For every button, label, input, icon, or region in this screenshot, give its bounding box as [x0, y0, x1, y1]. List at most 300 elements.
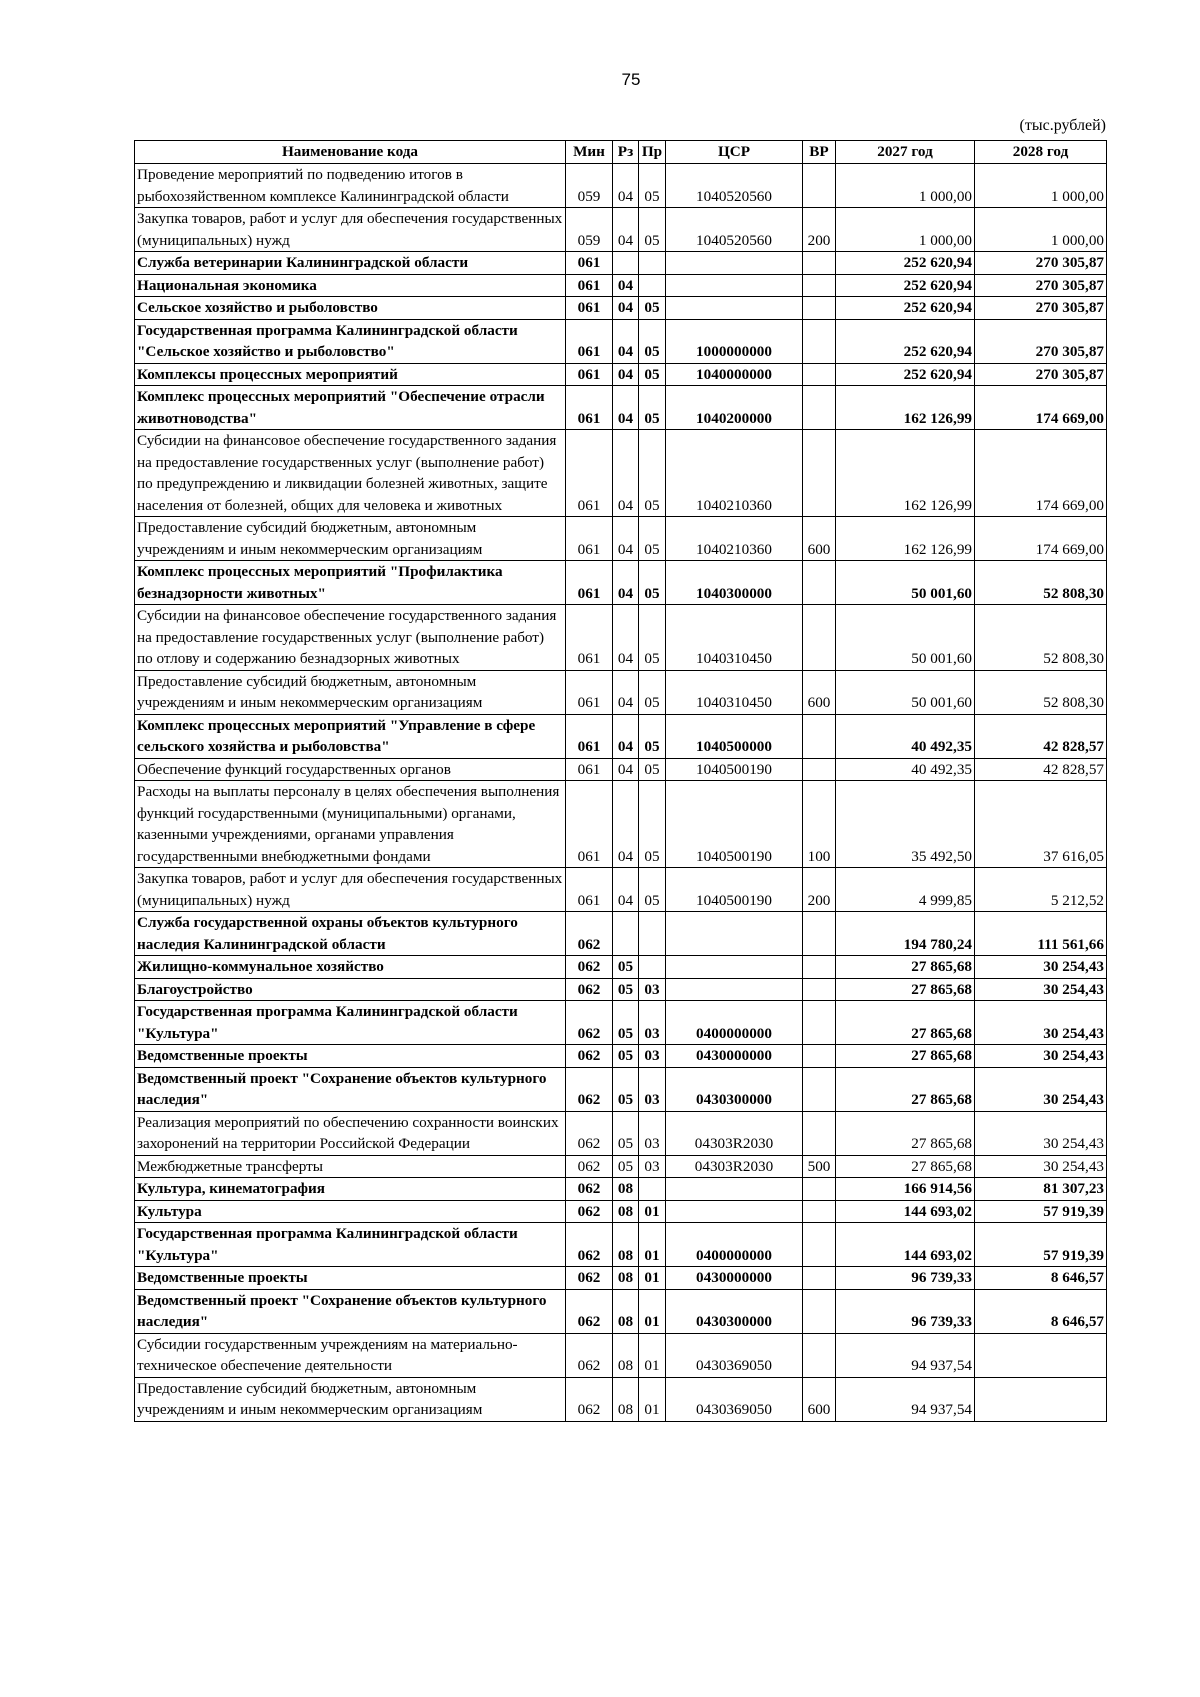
table-cell-name: Предоставление субсидий бюджетным, автономным учреждениям и иным некоммерческим организациям	[135, 670, 566, 714]
table-cell-vr	[803, 758, 836, 781]
table-cell-min: 062	[566, 1067, 613, 1111]
table-cell-name: Предоставление субсидий бюджетным, автономным учреждениям и иным некоммерческим организациям	[135, 1377, 566, 1421]
table-cell-min: 061	[566, 517, 613, 561]
table-row	[135, 758, 1107, 781]
table-cell-2027: 96 739,33	[836, 1267, 975, 1290]
table-cell-csr: 1040500190	[666, 781, 803, 868]
table-cell-name: Закупка товаров, работ и услуг для обеспечения государственных (муниципальных) нужд	[135, 868, 566, 912]
table-cell-2028: 270 305,87	[975, 363, 1107, 386]
budget-table	[134, 140, 1107, 1422]
table-cell-name: Ведомственные проекты	[135, 1045, 566, 1068]
table-cell-csr: 1040210360	[666, 517, 803, 561]
table-cell-name: Субсидии государственным учреждениям на материально-техническое обеспечение деятельности	[135, 1333, 566, 1377]
table-cell-min: 062	[566, 1155, 613, 1178]
table-cell-vr: 600	[803, 517, 836, 561]
table-cell-csr: 04303R2030	[666, 1111, 803, 1155]
table-cell-name: Комплекс процессных мероприятий "Профилактика безнадзорности животных"	[135, 561, 566, 605]
table-cell-2028: 270 305,87	[975, 274, 1107, 297]
table-cell-csr	[666, 274, 803, 297]
table-cell-min: 062	[566, 1001, 613, 1045]
table-cell-pr: 05	[639, 781, 666, 868]
table-cell-2027: 144 693,02	[836, 1223, 975, 1267]
table-cell-pr: 01	[639, 1200, 666, 1223]
table-cell-2028: 1 000,00	[975, 208, 1107, 252]
table-cell-vr: 200	[803, 208, 836, 252]
table-cell-2027: 94 937,54	[836, 1333, 975, 1377]
table-cell-2028: 30 254,43	[975, 1067, 1107, 1111]
table-cell-2028: 30 254,43	[975, 1001, 1107, 1045]
table-cell-2028: 42 828,57	[975, 758, 1107, 781]
table-cell-min: 062	[566, 1267, 613, 1290]
unit-label: (тыс.рублей)	[1019, 117, 1106, 134]
table-cell-min: 062	[566, 1045, 613, 1068]
table-cell-min: 061	[566, 363, 613, 386]
table-cell-name: Расходы на выплаты персоналу в целях обеспечения выполнения функций государственными (муниципальными) органами, казенными учреждениями, органами управления государственными внебюджетными фондами	[135, 781, 566, 868]
table-row	[135, 208, 1107, 252]
table-row	[135, 956, 1107, 979]
table-cell-rz: 05	[613, 1111, 639, 1155]
table-cell-pr: 05	[639, 758, 666, 781]
table-cell-name: Жилищно-коммунальное хозяйство	[135, 956, 566, 979]
table-cell-name: Благоустройство	[135, 978, 566, 1001]
table-cell-rz: 08	[613, 1377, 639, 1421]
table-cell-min: 061	[566, 781, 613, 868]
table-row	[135, 252, 1107, 275]
table-row	[135, 1067, 1107, 1111]
table-cell-2027: 252 620,94	[836, 297, 975, 320]
table-cell-csr: 1040210360	[666, 430, 803, 517]
table-cell-min: 061	[566, 319, 613, 363]
table-cell-name: Культура, кинематография	[135, 1178, 566, 1201]
table-row	[135, 297, 1107, 320]
table-cell-2027: 35 492,50	[836, 781, 975, 868]
table-cell-2027: 27 865,68	[836, 1045, 975, 1068]
table-row	[135, 363, 1107, 386]
table-cell-2027: 27 865,68	[836, 956, 975, 979]
table-cell-2027: 94 937,54	[836, 1377, 975, 1421]
table-cell-name: Ведомственные проекты	[135, 1267, 566, 1290]
table-cell-csr: 04303R2030	[666, 1155, 803, 1178]
table-header	[135, 141, 1107, 164]
table-row	[135, 386, 1107, 430]
table-row	[135, 517, 1107, 561]
table-cell-rz: 08	[613, 1289, 639, 1333]
table-cell-2028: 57 919,39	[975, 1223, 1107, 1267]
table-cell-csr: 1040500190	[666, 758, 803, 781]
table-cell-pr: 01	[639, 1377, 666, 1421]
table-cell-min: 061	[566, 758, 613, 781]
table-cell-rz: 04	[613, 758, 639, 781]
table-cell-vr	[803, 1223, 836, 1267]
table-cell-min: 062	[566, 1111, 613, 1155]
table-cell-csr: 1040520560	[666, 164, 803, 208]
table-cell-pr: 05	[639, 297, 666, 320]
table-cell-vr	[803, 430, 836, 517]
table-cell-name: Субсидии на финансовое обеспечение государственного задания на предоставление государственных услуг (выполнение работ) по предупреждению и ликвидации болезней животных, защите населения от болезней, общих для человека и животных	[135, 430, 566, 517]
table-row	[135, 1111, 1107, 1155]
table-cell-csr	[666, 252, 803, 275]
table-cell-vr: 500	[803, 1155, 836, 1178]
table-cell-2027: 27 865,68	[836, 978, 975, 1001]
table-cell-min: 062	[566, 912, 613, 956]
table-cell-2028: 174 669,00	[975, 430, 1107, 517]
table-cell-csr: 1040310450	[666, 670, 803, 714]
table-cell-pr: 05	[639, 605, 666, 671]
table-cell-min: 062	[566, 1377, 613, 1421]
table-cell-vr	[803, 714, 836, 758]
table-cell-vr	[803, 1001, 836, 1045]
table-cell-vr	[803, 1267, 836, 1290]
table-cell-2028: 30 254,43	[975, 1155, 1107, 1178]
table-cell-csr: 1040000000	[666, 363, 803, 386]
table-cell-2027: 96 739,33	[836, 1289, 975, 1333]
table-cell-name: Государственная программа Калининградской области "Сельское хозяйство и рыболовство"	[135, 319, 566, 363]
table-cell-vr	[803, 912, 836, 956]
table-cell-2027: 40 492,35	[836, 714, 975, 758]
table-cell-2028: 111 561,66	[975, 912, 1107, 956]
table-cell-rz: 05	[613, 956, 639, 979]
table-row	[135, 1333, 1107, 1377]
table-cell-rz: 04	[613, 517, 639, 561]
table-cell-name: Государственная программа Калининградской области "Культура"	[135, 1223, 566, 1267]
table-cell-2027: 144 693,02	[836, 1200, 975, 1223]
table-cell-vr	[803, 1200, 836, 1223]
table-cell-rz: 05	[613, 978, 639, 1001]
table-cell-vr	[803, 956, 836, 979]
table-cell-pr	[639, 956, 666, 979]
table-cell-rz: 04	[613, 430, 639, 517]
table-cell-min: 061	[566, 297, 613, 320]
table-cell-2028	[975, 1377, 1107, 1421]
table-cell-csr: 0400000000	[666, 1001, 803, 1045]
table-cell-2028	[975, 1333, 1107, 1377]
table-cell-vr	[803, 605, 836, 671]
table-cell-2028: 81 307,23	[975, 1178, 1107, 1201]
table-cell-min: 061	[566, 670, 613, 714]
table-row	[135, 1001, 1107, 1045]
col-header-2028: 2028 год	[975, 141, 1107, 164]
table-cell-vr	[803, 978, 836, 1001]
page-number: 75	[621, 70, 641, 89]
table-cell-2028: 37 616,05	[975, 781, 1107, 868]
table-cell-2028: 52 808,30	[975, 561, 1107, 605]
table-cell-pr: 05	[639, 868, 666, 912]
table-cell-min: 062	[566, 1178, 613, 1201]
col-header-2027: 2027 год	[836, 141, 975, 164]
table-cell-rz	[613, 912, 639, 956]
table-cell-pr: 03	[639, 1001, 666, 1045]
table-cell-pr	[639, 274, 666, 297]
table-row	[135, 1289, 1107, 1333]
table-cell-rz: 08	[613, 1333, 639, 1377]
table-cell-vr	[803, 1289, 836, 1333]
table-cell-2028: 42 828,57	[975, 714, 1107, 758]
table-cell-csr: 1000000000	[666, 319, 803, 363]
table-row	[135, 1223, 1107, 1267]
table-cell-rz: 05	[613, 1067, 639, 1111]
table-cell-csr: 1040500190	[666, 868, 803, 912]
table-cell-csr	[666, 912, 803, 956]
table-cell-min: 061	[566, 714, 613, 758]
table-cell-2027: 4 999,85	[836, 868, 975, 912]
table-cell-vr	[803, 561, 836, 605]
table-cell-name: Культура	[135, 1200, 566, 1223]
table-cell-rz: 04	[613, 164, 639, 208]
table-cell-name: Закупка товаров, работ и услуг для обеспечения государственных (муниципальных) нужд	[135, 208, 566, 252]
table-row	[135, 274, 1107, 297]
table-cell-pr: 05	[639, 670, 666, 714]
table-cell-2028: 174 669,00	[975, 386, 1107, 430]
table-cell-vr: 600	[803, 670, 836, 714]
table-cell-pr: 03	[639, 1155, 666, 1178]
table-row	[135, 319, 1107, 363]
table-cell-pr: 05	[639, 164, 666, 208]
table-cell-min: 061	[566, 430, 613, 517]
table-cell-min: 062	[566, 978, 613, 1001]
table-row	[135, 1045, 1107, 1068]
table-cell-name: Межбюджетные трансферты	[135, 1155, 566, 1178]
table-cell-pr: 01	[639, 1333, 666, 1377]
table-cell-vr	[803, 1178, 836, 1201]
table-cell-vr: 600	[803, 1377, 836, 1421]
table-row	[135, 868, 1107, 912]
table-cell-rz: 04	[613, 363, 639, 386]
table-cell-2028: 30 254,43	[975, 1045, 1107, 1068]
table-cell-name: Субсидии на финансовое обеспечение государственного задания на предоставление государственных услуг (выполнение работ) по отлову и содержанию безнадзорных животных	[135, 605, 566, 671]
table-body	[135, 164, 1107, 1422]
table-cell-vr	[803, 1067, 836, 1111]
table-cell-2027: 50 001,60	[836, 670, 975, 714]
table-cell-vr	[803, 297, 836, 320]
table-cell-pr: 03	[639, 1067, 666, 1111]
table-cell-vr: 100	[803, 781, 836, 868]
table-cell-vr	[803, 1111, 836, 1155]
table-cell-csr: 0430000000	[666, 1267, 803, 1290]
table-cell-vr	[803, 164, 836, 208]
table-cell-rz: 08	[613, 1223, 639, 1267]
table-cell-pr: 03	[639, 978, 666, 1001]
table-cell-2027: 50 001,60	[836, 561, 975, 605]
table-cell-2028: 5 212,52	[975, 868, 1107, 912]
table-cell-pr	[639, 1178, 666, 1201]
table-cell-vr	[803, 319, 836, 363]
table-cell-min: 059	[566, 164, 613, 208]
table-cell-name: Проведение мероприятий по подведению итогов в рыбохозяйственном комплексе Калининградской области	[135, 164, 566, 208]
table-cell-rz: 05	[613, 1001, 639, 1045]
table-cell-csr	[666, 978, 803, 1001]
table-row	[135, 164, 1107, 208]
table-cell-rz: 04	[613, 714, 639, 758]
table-cell-min: 062	[566, 1200, 613, 1223]
table-row	[135, 1155, 1107, 1178]
table-cell-rz: 04	[613, 208, 639, 252]
table-cell-min: 061	[566, 561, 613, 605]
table-cell-2028: 1 000,00	[975, 164, 1107, 208]
table-row	[135, 912, 1107, 956]
table-row	[135, 670, 1107, 714]
table-cell-2028: 52 808,30	[975, 670, 1107, 714]
table-cell-name: Государственная программа Калининградской области "Культура"	[135, 1001, 566, 1045]
table-cell-2027: 1 000,00	[836, 164, 975, 208]
col-header-rz: Рз	[613, 141, 639, 164]
table-row	[135, 978, 1107, 1001]
table-cell-rz: 04	[613, 319, 639, 363]
table-cell-min: 061	[566, 252, 613, 275]
table-cell-2027: 162 126,99	[836, 430, 975, 517]
table-cell-min: 061	[566, 868, 613, 912]
table-cell-rz: 08	[613, 1267, 639, 1290]
table-cell-min: 062	[566, 1289, 613, 1333]
table-row	[135, 781, 1107, 868]
table-cell-csr	[666, 1200, 803, 1223]
table-cell-min: 061	[566, 274, 613, 297]
table-cell-2028: 57 919,39	[975, 1200, 1107, 1223]
table-cell-vr	[803, 386, 836, 430]
table-cell-rz: 05	[613, 1045, 639, 1068]
table-cell-rz: 04	[613, 670, 639, 714]
table-cell-pr: 05	[639, 714, 666, 758]
table-cell-name: Национальная экономика	[135, 274, 566, 297]
table-cell-2027: 166 914,56	[836, 1178, 975, 1201]
table-cell-rz: 04	[613, 297, 639, 320]
table-cell-name: Комплекс процессных мероприятий "Управление в сфере сельского хозяйства и рыболовства"	[135, 714, 566, 758]
table-cell-vr	[803, 274, 836, 297]
table-cell-2027: 162 126,99	[836, 386, 975, 430]
table-cell-csr: 0430300000	[666, 1289, 803, 1333]
table-row	[135, 714, 1107, 758]
table-cell-csr: 0400000000	[666, 1223, 803, 1267]
table-row	[135, 1267, 1107, 1290]
table-cell-min: 061	[566, 386, 613, 430]
table-cell-rz: 04	[613, 561, 639, 605]
table-cell-csr	[666, 956, 803, 979]
table-cell-2027: 252 620,94	[836, 252, 975, 275]
table-cell-csr: 1040200000	[666, 386, 803, 430]
table-cell-pr	[639, 252, 666, 275]
table-cell-min: 062	[566, 956, 613, 979]
table-cell-2028: 270 305,87	[975, 319, 1107, 363]
table-cell-2027: 27 865,68	[836, 1001, 975, 1045]
table-cell-rz: 05	[613, 1155, 639, 1178]
table-cell-2028: 174 669,00	[975, 517, 1107, 561]
table-cell-csr: 0430000000	[666, 1045, 803, 1068]
table-cell-2027: 194 780,24	[836, 912, 975, 956]
table-cell-2027: 252 620,94	[836, 319, 975, 363]
table-cell-csr: 1040500000	[666, 714, 803, 758]
table-cell-min: 061	[566, 605, 613, 671]
table-cell-pr: 03	[639, 1111, 666, 1155]
table-cell-2027: 27 865,68	[836, 1111, 975, 1155]
table-cell-vr: 200	[803, 868, 836, 912]
table-cell-2028: 270 305,87	[975, 297, 1107, 320]
table-cell-pr: 01	[639, 1223, 666, 1267]
col-header-csr: ЦСР	[666, 141, 803, 164]
table-cell-pr: 05	[639, 208, 666, 252]
table-cell-2027: 1 000,00	[836, 208, 975, 252]
table-cell-rz	[613, 252, 639, 275]
table-cell-rz: 04	[613, 274, 639, 297]
table-row	[135, 1377, 1107, 1421]
table-cell-2027: 252 620,94	[836, 274, 975, 297]
table-cell-pr: 01	[639, 1267, 666, 1290]
table-row	[135, 561, 1107, 605]
col-header-name: Наименование кода	[135, 141, 566, 164]
table-cell-csr: 1040300000	[666, 561, 803, 605]
table-cell-pr: 03	[639, 1045, 666, 1068]
table-cell-name: Реализация мероприятий по обеспечению сохранности воинских захоронений на территории Российской Федерации	[135, 1111, 566, 1155]
table-cell-csr: 0430369050	[666, 1377, 803, 1421]
table-cell-2027: 50 001,60	[836, 605, 975, 671]
table-cell-2028: 30 254,43	[975, 978, 1107, 1001]
table-cell-name: Комплекс процессных мероприятий "Обеспечение отрасли животноводства"	[135, 386, 566, 430]
table-row	[135, 1178, 1107, 1201]
table-cell-pr: 05	[639, 319, 666, 363]
table-cell-name: Предоставление субсидий бюджетным, автономным учреждениям и иным некоммерческим организациям	[135, 517, 566, 561]
table-cell-pr: 05	[639, 561, 666, 605]
table-cell-name: Обеспечение функций государственных органов	[135, 758, 566, 781]
col-header-pr: Пр	[639, 141, 666, 164]
table-cell-min: 062	[566, 1223, 613, 1267]
table-cell-2027: 252 620,94	[836, 363, 975, 386]
table-cell-2028: 30 254,43	[975, 1111, 1107, 1155]
table-cell-2027: 40 492,35	[836, 758, 975, 781]
table-cell-csr: 0430369050	[666, 1333, 803, 1377]
table-cell-vr	[803, 1045, 836, 1068]
table-cell-rz: 04	[613, 605, 639, 671]
table-cell-rz: 04	[613, 781, 639, 868]
table-cell-2027: 162 126,99	[836, 517, 975, 561]
table-cell-name: Ведомственный проект "Сохранение объектов культурного наследия"	[135, 1289, 566, 1333]
table-cell-rz: 04	[613, 386, 639, 430]
table-cell-2028: 8 646,57	[975, 1267, 1107, 1290]
table-cell-min: 059	[566, 208, 613, 252]
table-cell-name: Служба ветеринарии Калининградской области	[135, 252, 566, 275]
col-header-vr: ВР	[803, 141, 836, 164]
table-cell-2027: 27 865,68	[836, 1155, 975, 1178]
table-cell-rz: 08	[613, 1178, 639, 1201]
table-cell-rz: 04	[613, 868, 639, 912]
table-cell-rz: 08	[613, 1200, 639, 1223]
table-cell-name: Служба государственной охраны объектов культурного наследия Калининградской области	[135, 912, 566, 956]
table-cell-2027: 27 865,68	[836, 1067, 975, 1111]
table-cell-2028: 52 808,30	[975, 605, 1107, 671]
col-header-min: Мин	[566, 141, 613, 164]
table-row	[135, 1200, 1107, 1223]
table-cell-2028: 8 646,57	[975, 1289, 1107, 1333]
table-cell-pr	[639, 912, 666, 956]
table-row	[135, 605, 1107, 671]
table-cell-pr: 05	[639, 430, 666, 517]
table-cell-csr: 0430300000	[666, 1067, 803, 1111]
table-cell-csr	[666, 1178, 803, 1201]
table-cell-csr	[666, 297, 803, 320]
table-cell-name: Сельское хозяйство и рыболовство	[135, 297, 566, 320]
table-cell-name: Ведомственный проект "Сохранение объектов культурного наследия"	[135, 1067, 566, 1111]
table-cell-pr: 05	[639, 386, 666, 430]
table-cell-vr	[803, 1333, 836, 1377]
table-row	[135, 430, 1107, 517]
table-cell-min: 062	[566, 1333, 613, 1377]
table-cell-pr: 01	[639, 1289, 666, 1333]
table-cell-2028: 30 254,43	[975, 956, 1107, 979]
table-cell-csr: 1040520560	[666, 208, 803, 252]
table-cell-csr: 1040310450	[666, 605, 803, 671]
table-cell-pr: 05	[639, 517, 666, 561]
table-cell-vr	[803, 363, 836, 386]
table-cell-name: Комплексы процессных мероприятий	[135, 363, 566, 386]
table-cell-vr	[803, 252, 836, 275]
table-cell-pr: 05	[639, 363, 666, 386]
